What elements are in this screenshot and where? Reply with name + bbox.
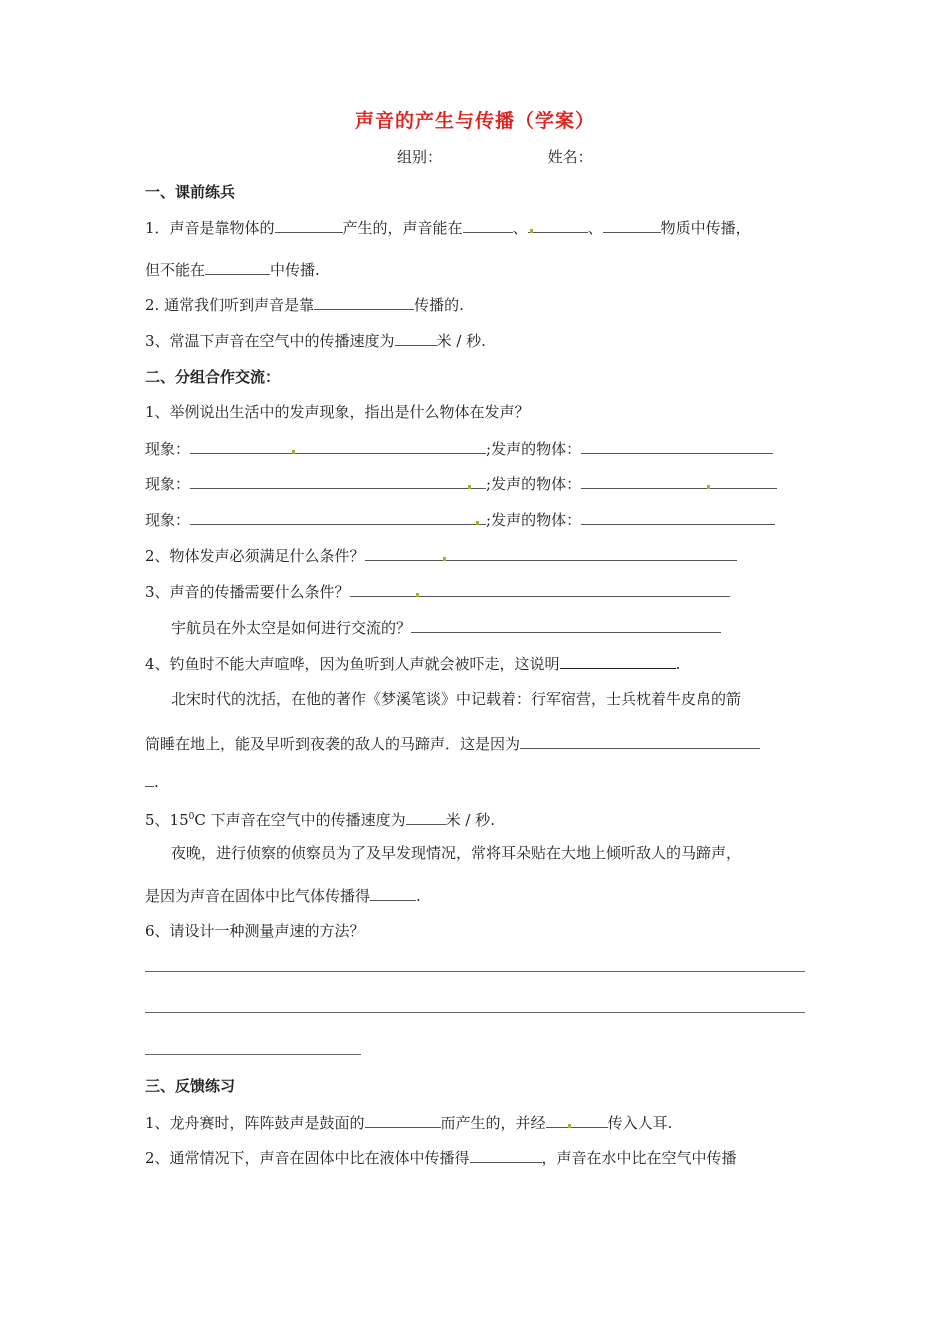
header-line: [397, 146, 593, 168]
answer-blank[interactable]: [275, 216, 343, 233]
answer-blank[interactable]: [560, 652, 676, 669]
page-title: 声音的产生与传播（学案）: [354, 110, 595, 132]
text: 3、声音的传播需要什么条件？: [145, 583, 350, 601]
phenomenon-label: 现象：: [145, 475, 191, 493]
text: 2、通常情况下，声音在固体中比在液体中传播得: [145, 1149, 470, 1167]
answer-blank[interactable]: [470, 1146, 542, 1163]
answer-blank[interactable]: [190, 508, 486, 525]
text: 1．声音是靠物体的: [145, 219, 275, 237]
answer-blank[interactable]: [463, 216, 513, 233]
phenomenon-row-2: [145, 472, 777, 495]
question-1-3: [145, 329, 486, 352]
text: ;: [486, 475, 492, 493]
text: 米 / 秒.: [436, 332, 486, 350]
answer-line[interactable]: [145, 1012, 805, 1013]
answer-blank[interactable]: [520, 732, 760, 749]
section-2-heading: 二、分组合作交流：: [145, 368, 281, 386]
answer-blank[interactable]: [205, 258, 270, 275]
answer-blank[interactable]: [395, 329, 437, 346]
question-2-4a: [145, 652, 680, 675]
text: ，声音在水中比在空气中传播: [541, 1149, 737, 1167]
answer-blank[interactable]: [365, 544, 737, 561]
question-1-2: [145, 293, 464, 316]
text: ;: [486, 511, 492, 529]
question-3-2: [145, 1146, 737, 1169]
phenomenon-row-3: [145, 508, 775, 531]
answer-blank[interactable]: [528, 216, 588, 233]
answer-blank[interactable]: [581, 437, 773, 454]
text: 传播的.: [414, 296, 464, 314]
group-label: 组别：: [397, 148, 443, 166]
question-2-6: 6、请设计一种测量声速的方法？: [145, 922, 365, 940]
text: 但不能在: [145, 261, 206, 279]
answer-blank[interactable]: [350, 580, 730, 597]
answer-line[interactable]: [145, 1054, 361, 1055]
answer-blank[interactable]: [145, 770, 154, 787]
phenomenon-row-1: [145, 437, 773, 460]
question-2-4b: 北宋时代的沈括，在他的著作《梦溪笔谈》中记载着：行军宿营，士兵枕着牛皮帛的箭: [171, 690, 742, 708]
text: 、: [587, 219, 603, 237]
degree-superscript: 0: [188, 812, 195, 822]
question-2-2: [145, 544, 737, 567]
answer-blank[interactable]: [370, 884, 416, 901]
text: 是因为声音在固体中比气体传播得: [145, 887, 371, 905]
question-2-4c: [145, 732, 760, 755]
object-label: 发声的物体：: [491, 511, 582, 529]
text: 中传播.: [270, 261, 320, 279]
question-2-3b: [171, 616, 721, 639]
answer-blank[interactable]: [190, 472, 486, 489]
text: 2、物体发声必须满足什么条件？: [145, 547, 365, 565]
object-label: 发声的物体：: [491, 440, 582, 458]
answer-blank[interactable]: [406, 808, 446, 825]
name-label: 姓名：: [547, 148, 593, 166]
question-2-5b: 夜晚，进行侦察的侦察员为了及早发现情况，常将耳朵贴在大地上倾听敌人的马蹄声，: [171, 844, 742, 862]
text: 1、龙舟赛时，阵阵鼓声是鼓面的: [145, 1114, 365, 1132]
object-label: 发声的物体：: [491, 475, 582, 493]
phenomenon-label: 现象：: [145, 511, 191, 529]
text: 5、15: [145, 811, 189, 829]
phenomenon-label: 现象：: [145, 440, 191, 458]
answer-blank[interactable]: [546, 1111, 608, 1128]
section-1-heading: 一、课前练兵: [145, 183, 236, 201]
text: 产生的，声音能在: [342, 219, 463, 237]
question-1-1-line-2: [145, 258, 320, 281]
answer-blank[interactable]: [365, 1111, 441, 1128]
question-2-3: [145, 580, 730, 603]
text: 米 / 秒.: [445, 811, 495, 829]
text: 2. 通常我们听到声音是靠: [145, 296, 315, 314]
question-2-5a: [145, 806, 495, 831]
answer-blank[interactable]: [190, 437, 486, 454]
text: ;: [486, 440, 492, 458]
text: 物质中: [660, 219, 706, 237]
question-2-4d: [145, 770, 159, 793]
answer-blank[interactable]: [411, 616, 721, 633]
text: 、: [512, 219, 528, 237]
text: 传入人耳.: [607, 1114, 673, 1132]
text: .: [675, 655, 681, 673]
answer-line[interactable]: [145, 971, 805, 972]
question-1-1-line-1: [145, 216, 751, 239]
text: .: [154, 773, 159, 791]
text: 宇航员在外太空是如何进行交流的？: [171, 619, 412, 637]
text: 3、常温下声音在空气中的传播速度为: [145, 332, 395, 350]
text: 传播，: [705, 219, 751, 237]
answer-blank[interactable]: [581, 472, 777, 489]
text: 4、钓鱼时不能大声喧哗，因为鱼听到人声就会被吓走，这说明: [145, 655, 560, 673]
answer-blank[interactable]: [603, 216, 661, 233]
text: 而产生的，并经: [440, 1114, 546, 1132]
question-2-1: 1、举例说出生活中的发声现象，指出是什么物体在发声？: [145, 403, 530, 421]
text: C 下声音在空气中的传播速度为: [194, 811, 406, 829]
question-2-5c: [145, 884, 421, 907]
text: .: [416, 887, 421, 905]
section-3-heading: 三、反馈练习: [145, 1077, 236, 1095]
text: 筒睡在地上，能及早听到夜袭的敌人的马蹄声．这是因为: [145, 735, 521, 753]
answer-blank[interactable]: [314, 293, 414, 310]
answer-blank[interactable]: [581, 508, 775, 525]
question-3-1: [145, 1111, 672, 1134]
